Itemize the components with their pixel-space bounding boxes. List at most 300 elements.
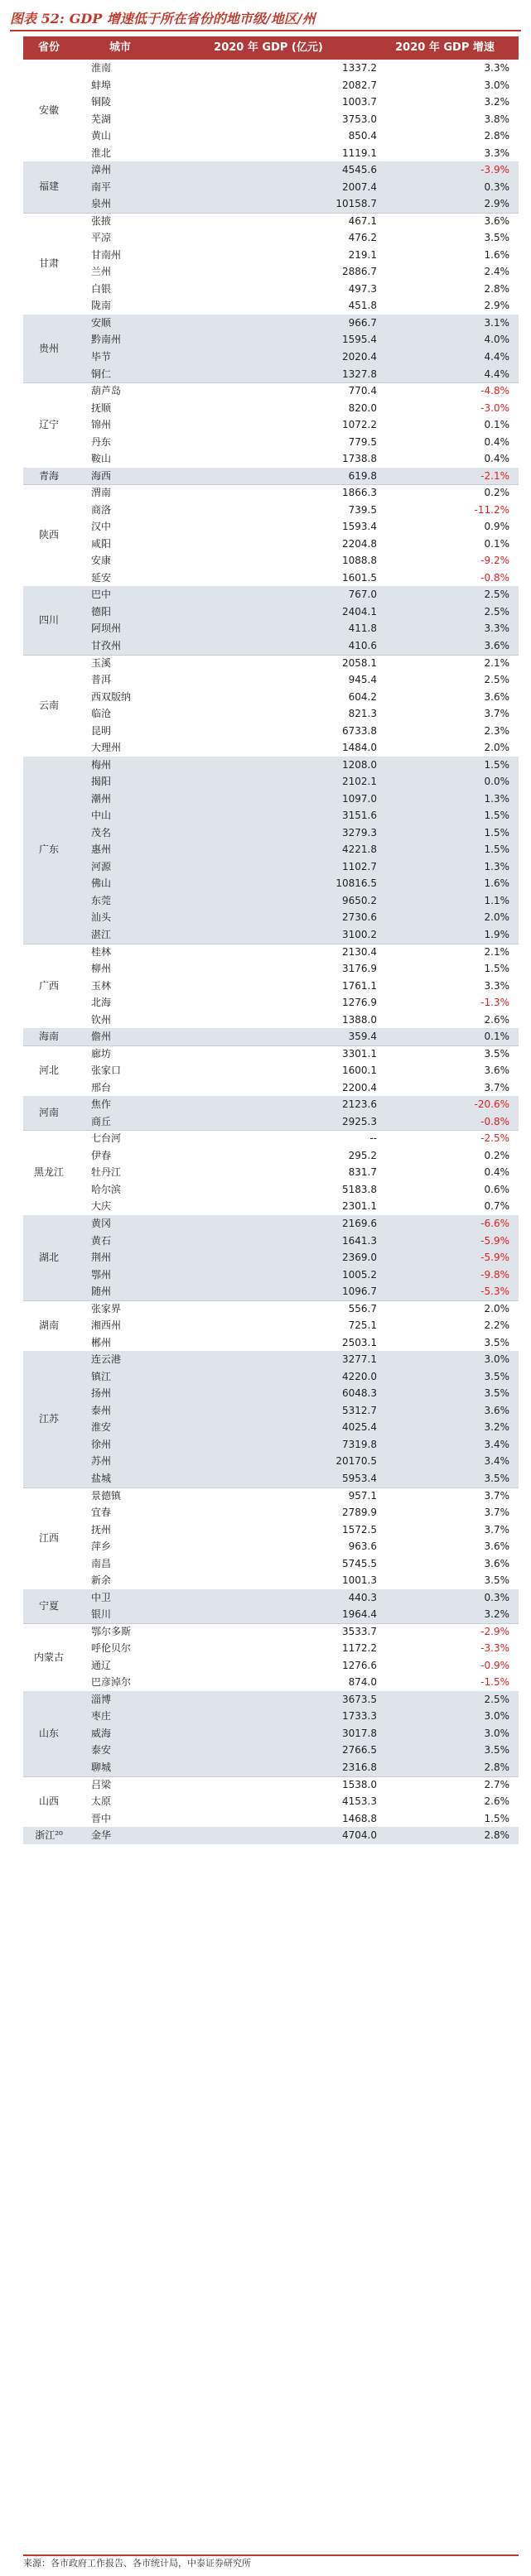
table-row <box>75 1402 519 1419</box>
city-cell: 阿坝州 <box>91 622 122 635</box>
city-cell: 黔南州 <box>91 334 122 346</box>
table-row <box>75 1164 519 1180</box>
province-group <box>23 586 519 654</box>
city-cell: 大庆 <box>91 1200 112 1213</box>
gdp-cell: 1327.8 <box>342 368 377 380</box>
growth-cell: 1.5% <box>484 963 509 975</box>
gdp-cell: 556.7 <box>348 1302 377 1314</box>
gdp-cell: 1595.4 <box>342 334 377 346</box>
growth-cell: 1.3% <box>484 860 509 872</box>
growth-cell: -5.9% <box>480 1252 509 1264</box>
table-row <box>75 1130 519 1146</box>
table-row <box>75 689 519 705</box>
table-row <box>75 620 519 637</box>
source-note: 来源：各市政府工作报告、各市统计局，中泰证券研究所 <box>23 2554 519 2571</box>
growth-cell: 2.7% <box>484 1778 509 1790</box>
table-row <box>75 705 519 722</box>
province-label: 辽宁 <box>38 419 59 431</box>
table-row <box>75 1062 519 1079</box>
table-row <box>75 858 519 875</box>
gdp-cell: 1964.4 <box>342 1608 377 1621</box>
growth-cell: -2.5% <box>480 1132 509 1145</box>
city-cell: 邢台 <box>91 1081 112 1093</box>
gdp-cell: 2123.6 <box>342 1098 377 1111</box>
table-row <box>75 536 519 552</box>
gdp-cell: 5953.4 <box>342 1472 377 1484</box>
gdp-cell: 2102.1 <box>342 776 377 788</box>
gdp-cell: 4220.0 <box>342 1370 377 1382</box>
gdp-cell: 219.1 <box>348 248 377 261</box>
table-row <box>75 1368 519 1385</box>
city-cell: 扬州 <box>91 1387 112 1400</box>
table-row <box>75 1708 519 1724</box>
city-cell: 南平 <box>91 180 112 193</box>
table-row <box>75 1181 519 1198</box>
gdp-cell: 2730.6 <box>342 911 377 924</box>
growth-cell: 0.4% <box>484 435 509 448</box>
province-label: 贵州 <box>38 342 59 354</box>
city-cell: 甘孜州 <box>91 640 122 651</box>
gdp-cell: 5183.8 <box>342 1183 377 1195</box>
gdp-cell: 3100.2 <box>342 929 377 941</box>
table-row <box>75 484 519 501</box>
table-row <box>75 1793 519 1809</box>
growth-cell: 0.7% <box>484 1200 509 1213</box>
growth-cell: 0.9% <box>484 521 509 533</box>
city-cell: 葫芦岛 <box>91 385 122 397</box>
province-label: 四川 <box>38 614 59 627</box>
table-row <box>75 1334 519 1351</box>
province-label: 云南 <box>38 699 59 711</box>
growth-cell: 3.5% <box>484 1370 509 1382</box>
gdp-cell: 820.0 <box>348 401 377 414</box>
gdp-cell: 1005.2 <box>342 1268 377 1281</box>
city-cell: 大理州 <box>91 742 122 754</box>
growth-cell: 0.3% <box>484 180 509 193</box>
gdp-cell: 2404.1 <box>342 605 377 618</box>
growth-cell: 3.7% <box>484 1507 509 1519</box>
city-cell: 萍乡 <box>91 1540 112 1553</box>
gdp-cell: 1484.0 <box>342 742 377 754</box>
city-cell: 巴彦淖尔 <box>91 1676 132 1689</box>
city-cell: 咸阳 <box>91 537 112 550</box>
gdp-cell: 1738.8 <box>342 453 377 465</box>
gdp-cell: 3277.1 <box>342 1353 377 1366</box>
table-row <box>75 1521 519 1538</box>
table-row <box>75 1504 519 1521</box>
growth-cell: 3.5% <box>484 1744 509 1757</box>
growth-cell: -0.8% <box>480 571 509 584</box>
gdp-cell: 10816.5 <box>335 877 377 890</box>
city-cell: 潮州 <box>91 792 112 805</box>
table-row <box>75 1028 519 1045</box>
city-cell: 吕梁 <box>91 1778 112 1790</box>
city-cell: 中山 <box>91 810 112 822</box>
city-cell: 景德镇 <box>91 1489 122 1502</box>
table-row <box>75 655 519 671</box>
gdp-cell: 2316.8 <box>342 1761 377 1773</box>
table-row <box>75 892 519 909</box>
city-cell: 徐州 <box>91 1438 112 1450</box>
city-cell: 淮北 <box>91 147 112 159</box>
province-label: 安徽 <box>38 104 59 116</box>
growth-cell: 2.8% <box>484 130 509 142</box>
growth-cell: 3.6% <box>484 214 509 227</box>
table-row <box>75 1147 519 1164</box>
gdp-cell: 1468.8 <box>342 1812 377 1824</box>
gdp-cell: 410.6 <box>348 640 377 651</box>
city-cell: 中卫 <box>91 1591 112 1603</box>
table-row <box>75 281 519 297</box>
table-row <box>75 1606 519 1622</box>
table-row <box>75 315 519 331</box>
city-cell: 东莞 <box>91 894 112 906</box>
city-cell: 牡丹江 <box>91 1166 122 1179</box>
city-cell: 哈尔滨 <box>91 1183 122 1195</box>
city-cell: 安顺 <box>91 316 112 329</box>
table-row <box>75 570 519 586</box>
growth-cell: 3.6% <box>484 690 509 703</box>
figure-title <box>10 10 521 31</box>
gdp-cell: 966.7 <box>348 316 377 329</box>
growth-cell: 0.1% <box>484 537 509 550</box>
city-cell: 桂林 <box>91 945 112 958</box>
growth-cell: 2.9% <box>484 300 509 312</box>
gdp-cell: 1388.0 <box>342 1013 377 1026</box>
province-group <box>23 468 519 485</box>
table-row <box>75 127 519 144</box>
province-label: 广东 <box>38 843 59 855</box>
city-cell: 新余 <box>91 1574 112 1587</box>
city-cell: 佛山 <box>91 877 112 890</box>
table-row <box>75 1436 519 1453</box>
province-group <box>23 1130 519 1215</box>
gdp-cell: 1276.9 <box>342 997 377 1009</box>
city-cell: 宜春 <box>91 1507 112 1519</box>
city-cell: 张家界 <box>91 1302 122 1314</box>
city-cell: 张家口 <box>91 1065 122 1077</box>
province-group <box>23 1096 519 1130</box>
growth-cell: 2.5% <box>484 605 509 618</box>
province-label: 山西 <box>38 1795 59 1807</box>
growth-cell: 3.5% <box>484 1472 509 1484</box>
growth-cell: -11.2% <box>474 503 509 516</box>
gdp-cell: 6048.3 <box>342 1387 377 1400</box>
table-row <box>75 1691 519 1708</box>
city-cell: 渭南 <box>91 487 112 499</box>
table-row <box>75 1045 519 1062</box>
table-row <box>75 1198 519 1214</box>
city-cell: 玉林 <box>91 979 112 992</box>
gdp-cell: 1276.6 <box>342 1659 377 1671</box>
table-row <box>75 502 519 518</box>
province-group <box>23 1045 519 1097</box>
gdp-cell: 831.7 <box>348 1166 377 1179</box>
table-row <box>75 1759 519 1776</box>
city-cell: 陇南 <box>91 300 112 312</box>
growth-cell: 3.6% <box>484 640 509 651</box>
gdp-cell: 2007.4 <box>342 180 377 193</box>
city-cell: 淮安 <box>91 1421 112 1434</box>
gdp-cell: 945.4 <box>348 674 377 686</box>
growth-cell: 3.3% <box>484 62 509 74</box>
city-cell: 郴州 <box>91 1336 112 1348</box>
table-row <box>75 603 519 620</box>
growth-cell: 3.3% <box>484 622 509 635</box>
growth-cell: 3.3% <box>484 979 509 992</box>
growth-cell: -5.9% <box>480 1234 509 1247</box>
gdp-cell: 20170.5 <box>335 1455 377 1468</box>
gdp-cell: 3533.7 <box>342 1625 377 1637</box>
province-group <box>23 1300 519 1352</box>
city-cell: 泰州 <box>91 1404 112 1416</box>
growth-cell: 2.2% <box>484 1319 509 1332</box>
growth-cell: 0.1% <box>484 1031 509 1043</box>
city-cell: 铜仁 <box>91 368 112 380</box>
growth-cell: -4.8% <box>480 385 509 397</box>
table-row <box>75 145 519 161</box>
growth-cell: 2.1% <box>484 656 509 669</box>
gdp-cell: 4025.4 <box>342 1421 377 1434</box>
growth-cell: -20.6% <box>474 1098 509 1111</box>
gdp-cell: 359.4 <box>348 1031 377 1043</box>
table-row <box>75 1385 519 1401</box>
province-group <box>23 1691 519 1776</box>
city-cell: 淮南 <box>91 62 112 74</box>
city-cell: 七台河 <box>91 1132 122 1145</box>
province-group <box>23 60 519 161</box>
city-cell: 德阳 <box>91 605 112 618</box>
city-cell: 丹东 <box>91 435 112 448</box>
table-row <box>75 807 519 824</box>
city-cell: 呼伦贝尔 <box>91 1642 132 1655</box>
growth-cell: 3.0% <box>484 1710 509 1723</box>
gdp-cell: 4545.6 <box>342 164 377 176</box>
city-cell: 黄冈 <box>91 1218 112 1230</box>
table-row <box>75 926 519 943</box>
gdp-cell: 9650.2 <box>342 894 377 906</box>
city-cell: 通辽 <box>91 1659 112 1671</box>
growth-cell: 3.2% <box>484 96 509 108</box>
city-cell: 毕节 <box>91 350 112 363</box>
city-cell: 银川 <box>91 1608 112 1621</box>
table-row <box>75 757 519 773</box>
header-growth: 2020 年 GDP 增速 <box>395 41 495 54</box>
growth-cell: 3.3% <box>484 147 509 159</box>
city-cell: 惠州 <box>91 843 112 856</box>
growth-cell: 2.1% <box>484 945 509 958</box>
table-header <box>23 36 519 60</box>
province-label: 湖北 <box>38 1252 59 1264</box>
gdp-cell: 2766.5 <box>342 1744 377 1757</box>
table-row <box>75 1283 519 1300</box>
province-group <box>23 213 519 315</box>
city-cell: 黄山 <box>91 130 112 142</box>
province-group <box>23 1487 519 1589</box>
gdp-cell: 1538.0 <box>342 1778 377 1790</box>
province-label: 陕西 <box>38 529 59 541</box>
city-cell: 南昌 <box>91 1557 112 1569</box>
growth-cell: -5.3% <box>480 1286 509 1298</box>
growth-cell: 1.5% <box>484 826 509 839</box>
table-row <box>75 297 519 314</box>
gdp-cell: 1096.7 <box>342 1286 377 1298</box>
city-cell: 西双版纳 <box>91 690 132 703</box>
province-label: 河南 <box>38 1107 59 1119</box>
growth-cell: 3.7% <box>484 1523 509 1536</box>
gdp-cell: 2204.8 <box>342 537 377 550</box>
gdp-cell: 2369.0 <box>342 1252 377 1264</box>
gdp-cell: 821.3 <box>348 708 377 720</box>
growth-cell: 3.5% <box>484 1047 509 1060</box>
city-cell: 白银 <box>91 282 112 295</box>
table-row <box>75 468 519 484</box>
growth-cell: -1.3% <box>480 997 509 1009</box>
city-cell: 张掖 <box>91 214 112 227</box>
gdp-cell: 1866.3 <box>342 487 377 499</box>
city-cell: 临沧 <box>91 708 112 720</box>
city-cell: 焦作 <box>91 1098 112 1111</box>
city-cell: 甘南州 <box>91 248 122 261</box>
gdp-cell: 5312.7 <box>342 1404 377 1416</box>
city-cell: 梅州 <box>91 758 112 771</box>
growth-cell: 3.0% <box>484 1727 509 1739</box>
province-label: 河北 <box>38 1064 59 1076</box>
growth-cell: 2.5% <box>484 1693 509 1705</box>
table-row <box>75 1079 519 1096</box>
table-row <box>75 1419 519 1435</box>
gdp-cell: 1001.3 <box>342 1574 377 1587</box>
gdp-cell: 874.0 <box>348 1676 377 1689</box>
city-cell: 蚌埠 <box>91 79 112 91</box>
table-row <box>75 1572 519 1588</box>
city-cell: 延安 <box>91 571 112 584</box>
table-row <box>75 1233 519 1249</box>
gdp-cell: 2058.1 <box>342 656 377 669</box>
province-label: 湖南 <box>38 1319 59 1331</box>
header-province: 省份 <box>37 41 60 54</box>
table-row <box>75 824 519 841</box>
gdp-cell: 4153.3 <box>342 1795 377 1808</box>
city-cell: 湛江 <box>91 929 112 941</box>
city-cell: 鄂尔多斯 <box>91 1625 132 1637</box>
province-group <box>23 161 519 213</box>
growth-cell: 2.4% <box>484 266 509 278</box>
gdp-cell: 1337.2 <box>342 62 377 74</box>
province-label: 江西 <box>38 1531 59 1544</box>
growth-cell: 4.0% <box>484 334 509 346</box>
gdp-cell: 3279.3 <box>342 826 377 839</box>
city-cell: 随州 <box>91 1286 112 1298</box>
gdp-cell: 476.2 <box>348 232 377 244</box>
gdp-cell: 411.8 <box>348 622 377 635</box>
table-row <box>75 1300 519 1317</box>
table-row <box>75 1555 519 1572</box>
city-cell: 锦州 <box>91 419 112 431</box>
table-row <box>75 229 519 246</box>
gdp-cell: 3176.9 <box>342 963 377 975</box>
figure-number: 图表 52: <box>10 11 65 26</box>
city-cell: 昆明 <box>91 724 112 737</box>
table-row <box>75 1623 519 1640</box>
gdp-cell: 1733.3 <box>342 1710 377 1723</box>
growth-cell: -0.8% <box>480 1115 509 1127</box>
province-label: 甘肃 <box>38 257 59 269</box>
gdp-cell: 1003.7 <box>342 96 377 108</box>
gdp-cell: 3151.6 <box>342 810 377 822</box>
growth-cell: 2.9% <box>484 198 509 210</box>
growth-cell: 3.6% <box>484 1540 509 1553</box>
province-group <box>23 1215 519 1300</box>
city-cell: 抚顺 <box>91 401 112 414</box>
gdp-cell: 3301.1 <box>342 1047 377 1060</box>
growth-cell: 3.0% <box>484 79 509 91</box>
table-row <box>75 1742 519 1758</box>
city-cell: 平凉 <box>91 232 112 244</box>
growth-cell: -9.2% <box>480 555 509 567</box>
gdp-cell: 1172.2 <box>342 1642 377 1655</box>
growth-cell: 0.3% <box>484 1591 509 1603</box>
growth-cell: 3.7% <box>484 708 509 720</box>
table-row <box>75 263 519 280</box>
gdp-cell: 4704.0 <box>342 1829 377 1842</box>
gdp-cell: 295.2 <box>348 1149 377 1161</box>
growth-cell: 1.6% <box>484 248 509 261</box>
gdp-cell: 1593.4 <box>342 521 377 533</box>
growth-cell: 3.7% <box>484 1489 509 1502</box>
growth-cell: 0.4% <box>484 453 509 465</box>
table-row <box>75 247 519 263</box>
city-cell: 威海 <box>91 1727 112 1739</box>
table-row <box>75 1351 519 1367</box>
table-row <box>75 978 519 994</box>
city-cell: 普洱 <box>91 674 112 686</box>
growth-cell: 4.4% <box>484 350 509 363</box>
city-cell: 铜陵 <box>91 96 112 108</box>
growth-cell: 2.0% <box>484 911 509 924</box>
gdp-cell: 2130.4 <box>342 945 377 958</box>
city-cell: 商洛 <box>91 503 112 516</box>
table-row <box>75 213 519 229</box>
province-group <box>23 484 519 586</box>
growth-cell: -9.8% <box>480 1268 509 1281</box>
gdp-cell: 1601.5 <box>342 571 377 584</box>
gdp-cell: 6733.8 <box>342 724 377 737</box>
gdp-cell: 1761.1 <box>342 979 377 992</box>
table-row <box>75 1113 519 1130</box>
city-cell: 枣庄 <box>91 1710 112 1723</box>
header-city: 城市 <box>109 41 131 54</box>
gdp-cell: 2925.3 <box>342 1115 377 1127</box>
table-row <box>75 382 519 399</box>
gdp-cell: 1572.5 <box>342 1523 377 1536</box>
growth-cell: 0.4% <box>484 1166 509 1179</box>
gdp-cell: 1088.8 <box>342 555 377 567</box>
gdp-cell: 440.3 <box>348 1591 377 1603</box>
gdp-cell: 739.5 <box>348 503 377 516</box>
province-group <box>23 1827 519 1844</box>
gdp-cell: 451.8 <box>348 300 377 312</box>
header-gdp: 2020 年 GDP (亿元) <box>214 41 323 54</box>
growth-cell: 0.6% <box>484 1183 509 1195</box>
growth-cell: 4.4% <box>484 368 509 380</box>
city-cell: 伊春 <box>91 1149 112 1161</box>
gdp-cell: 957.1 <box>348 1489 377 1502</box>
table-row <box>75 1453 519 1469</box>
province-group <box>23 315 519 382</box>
gdp-cell: 963.6 <box>348 1540 377 1553</box>
growth-cell: 3.1% <box>484 316 509 329</box>
